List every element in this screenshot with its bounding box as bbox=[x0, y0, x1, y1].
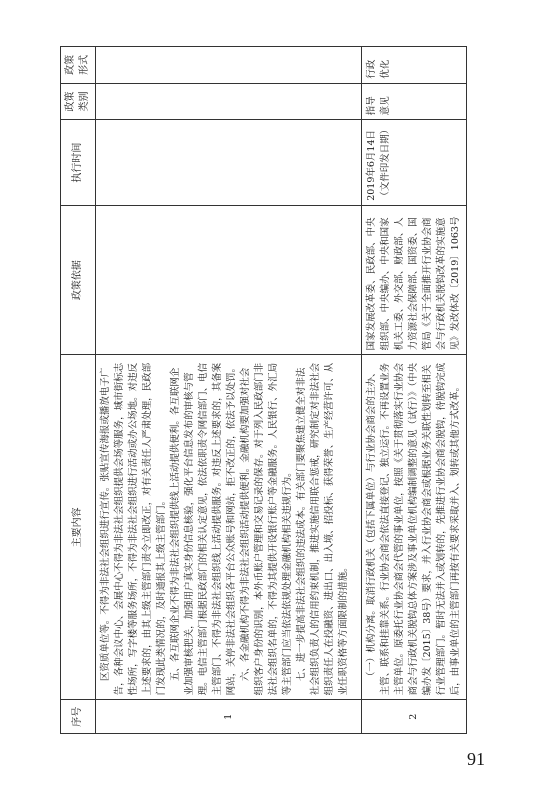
paragraph: 五、各互联网企业不得为非法社会组织提供线上活动提供便利。各互联网企业加强审核把关，加强用户真实身份信息核验，强化平台信息发布的审核与管理。电信主管部门根据民政部门的相关认定意见，依法依职责令网信部门、电信主管部门、不得为非法社会组织线上活动提供服务。对违反上述要求的，其备案网站，关停非法社会组织各平台公众账号和网站，拒不改正的，依法予以处罚。 bbox=[170, 362, 237, 696]
row-main-content bbox=[362, 355, 467, 700]
table-row bbox=[362, 47, 467, 734]
header-seq: 序号 bbox=[61, 700, 96, 734]
row-category bbox=[96, 83, 362, 120]
header-category: 政策类别 bbox=[61, 83, 96, 120]
row-form bbox=[96, 47, 362, 84]
row-exec-time bbox=[96, 120, 362, 205]
policy-table bbox=[60, 46, 467, 734]
header-policy-basis: 政策依据 bbox=[61, 205, 96, 355]
header-row bbox=[61, 47, 96, 734]
header-form: 政策形式 bbox=[61, 47, 96, 84]
row-seq: 1 bbox=[96, 700, 362, 734]
row-form: 行政优化 bbox=[362, 47, 467, 84]
row-exec-time: 2019年6月14日（文件印发日期） bbox=[362, 120, 467, 205]
row-policy-basis: 国家发展改革委、民政部、中央组织部、中央编办、中央和国家机关工委、外交部、财政部、人力资源社会保障部、国资委、国管局《关于全面推开行业协会商会与行政机关脱钩改革的实施意见》发改体改〔2019〕1063号 bbox=[362, 205, 467, 355]
row-main-content bbox=[96, 355, 362, 700]
row-seq: 2 bbox=[362, 700, 467, 734]
page-number: 91 bbox=[467, 749, 485, 769]
paragraph: 七、进一步提高非法社会组织的违法成本。有关部门要聚焦建立健全对非法社会组织负责人的信用约束机制，推进实施信用联合惩戒，研究制定对非法社会组织责任人在投融资、进出口、出入境、招投标、获得荣誉、生产经营许可、从业任职资格等方面限制的措施。 bbox=[296, 362, 349, 696]
header-main-content: 主要内容 bbox=[61, 355, 96, 700]
paragraph: 六、各金融机构不得为非法社会组织活动提供便利。金融机构要加强对社会组织客户身份的识别，本外币账户管理和交易记录的保存。对于列入民政部门非法社会组织名单的，不得为其提供开设银行账户等金融服务。人民银行、外汇局等主管部门应当依法依规处理金融机构相关违规行为。 bbox=[240, 362, 293, 696]
row-policy-basis bbox=[96, 205, 362, 355]
paragraph: 区资质单位等。不得为非法社会组织进行宣传。张贴宣传海报或播放电子广告，各种会议中心、会展中心不得为非法社会组织提供会场等服务，城市街标志性场所，写字楼等服务场所，不得为非法社会组织进行活动或办公场地。对违反上述要求的，由其上级主管部门责令立即改正，对有关责任人严肃处理，民政部门发现此类情况的，及时通报其上级主管部门。 bbox=[100, 362, 167, 696]
row-category: 指导意见 bbox=[362, 83, 467, 120]
paragraph: （一）机构分离。取消行政机关（包括下属单位）与行业协会商会的主办、主管、联系和挂靠关系。行业协会商会依法直接登记、独立运行。不再设置业务主管单位。原委托行业协会商会代管的事业单位，按照《关于贯彻落实行业协会商会与行政机关脱钩总体方案涉及事业单位机构编制调整的意见（试行）》（中央编办发〔2015〕38号）要求，并入行业协会商会或根据业务关联性划转至相关行业管理部门。暂时无法并入或划转的，先推进行业协会商会脱钩，待脱钩完成后，由事业单位的主管部门再按有关要求采取并入、划转或其他方式改革。 bbox=[366, 362, 461, 696]
rotated-table-frame bbox=[60, 46, 461, 734]
header-exec-time: 执行时间 bbox=[61, 120, 96, 205]
table-row bbox=[96, 47, 362, 734]
